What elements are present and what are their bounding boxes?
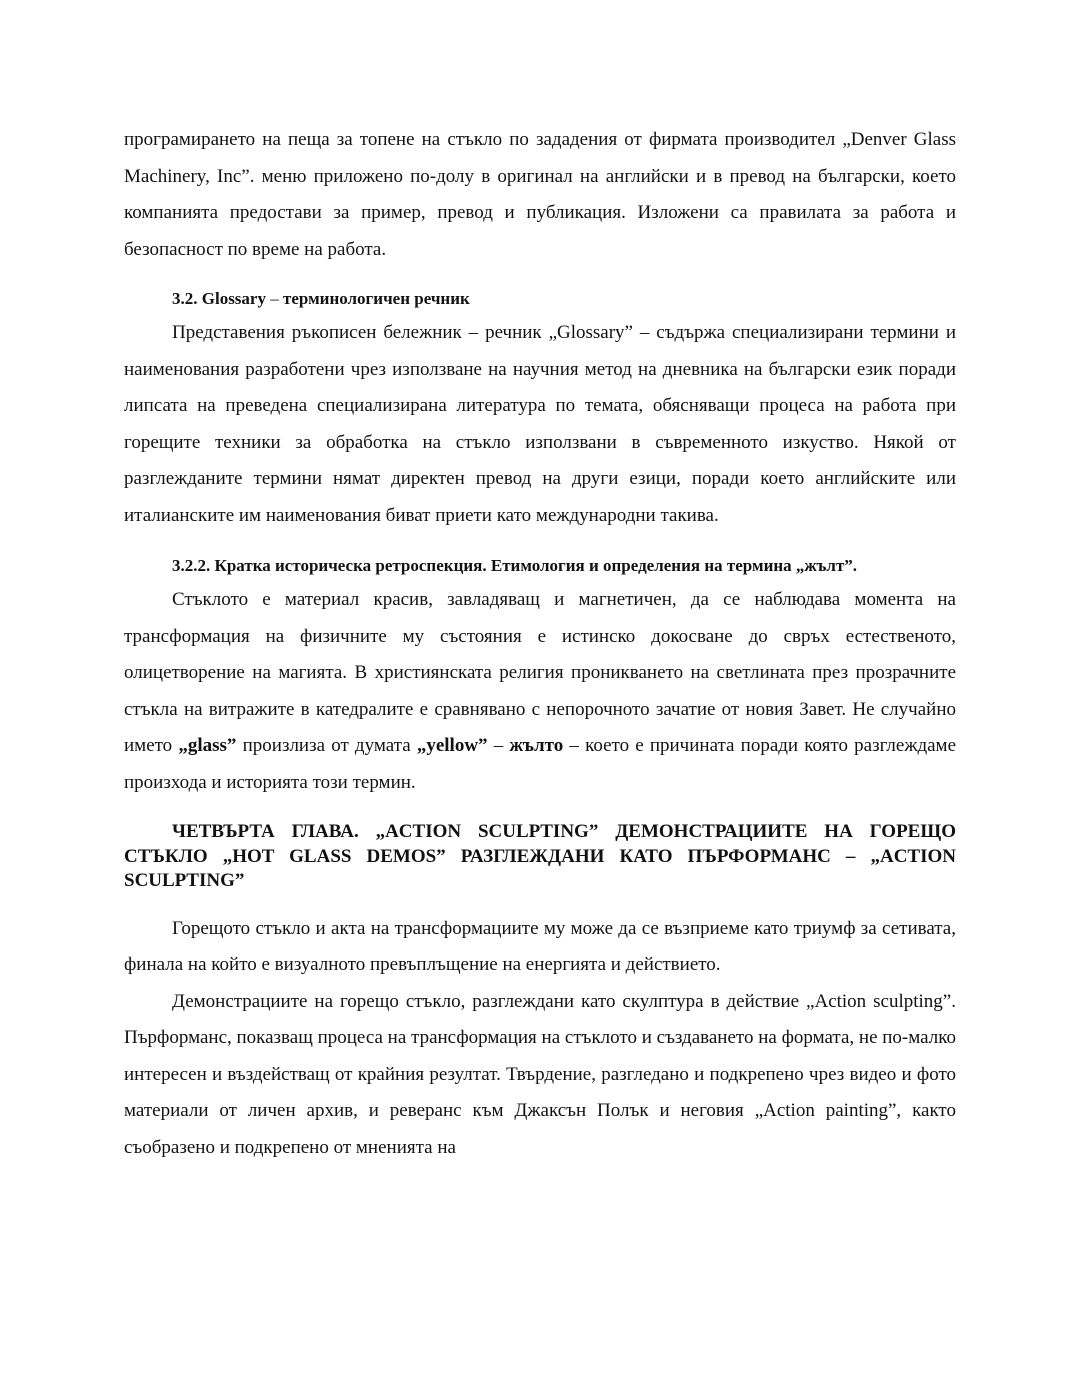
chapter-4-paragraph-1: Горещото стъкло и акта на трансформациите му може да се възприеме като триумф за сетивата, финала на който е визуалното превъплъщение на енергията и действието. — [124, 917, 956, 975]
zhalto-word: жълто — [509, 735, 564, 756]
section-3-2-2-text-3: – — [487, 735, 510, 756]
chapter-4-heading: ЧЕТВЪРТА ГЛАВА. „ACTION SCULPTING” ДЕМОНСТРАЦИИТЕ НА ГОРЕЩО СТЪКЛО „HOT GLASS DEMOS” РАЗГЛЕЖДАНИ КАТО ПЪРФОРМАНС – „ACTION SCULPTING” — [124, 821, 956, 891]
section-3-2-2-text-2: произлиза от думата — [236, 735, 417, 756]
chapter-4-paragraph-2: Демонстрациите на горещо стъкло, разглеждани като скулптура в действие „Action sculpting”. Пърформанс, показващ процеса на трансформация на стъклото и създаването на формата, не по-малко интересен и въздействащ от крайния резултат. Твърдение, разгледано и подкрепено чрез видео и фото материали от личен архив, и реверанс към Джаксън Полък и неговия „Action painting”, както съобразено и подкрепено от мненията на — [124, 990, 956, 1158]
intro-paragraph: програмирането на пеща за топене на стъкло по зададения от фирмата производител „Denver Glass Machinery, Inc”. меню приложено по-долу в оригинал на английски и в превод на български, което компанията предостави за пример, превод и публикация. Изложени са правилата за работа и безопасност по време на работа. — [124, 129, 956, 260]
section-3-2-paragraph: Представения ръкописен бележник – речник „Glossary” – съдържа специализирани термини и наименования разработени чрез използване на научния метод на дневника на български език поради липсата на преведена специализирана литература по темата, обясняващи процеса на работа при горещите техники за обработка на стъкло използвани в съвременното изкуство. Някой от разглежданите термини нямат директен превод на други езици, поради което английските или италианските им наименования биват приети като международни такива. — [124, 322, 956, 526]
section-3-2-heading-number: 3.2. Glossary — [172, 289, 266, 308]
section-3-2-2-paragraph — [124, 582, 956, 801]
document-page — [124, 122, 956, 1166]
section-3-2-heading-title: терминологичен речник — [282, 289, 470, 308]
section-3-2-heading-dash: – — [265, 289, 283, 308]
glass-word: „glass” — [178, 735, 237, 756]
section-3-2-2-heading: 3.2.2. Кратка историческа ретроспекция. Етимология и определения на термина „жълт”. — [172, 556, 858, 575]
section-3-2-2-text-4: – което е причината поради която разглеждаме произхода и историята този термин. — [124, 735, 956, 793]
yellow-word: „yellow” — [416, 735, 488, 756]
section-3-2-2-text-1: Стъклото е материал красив, завладяващ и магнетичен, да се наблюдава момента на трансформация на физичните му състояния е истинско докосване до свръх естественото, олицетворение на магията. В християнската религия проникването на светлината през прозрачните стъкла на витражите в катедралите е сравнявано с непорочното зачатие от новия Завет. Не случайно името — [124, 589, 956, 756]
section-3-2-heading — [124, 283, 956, 315]
